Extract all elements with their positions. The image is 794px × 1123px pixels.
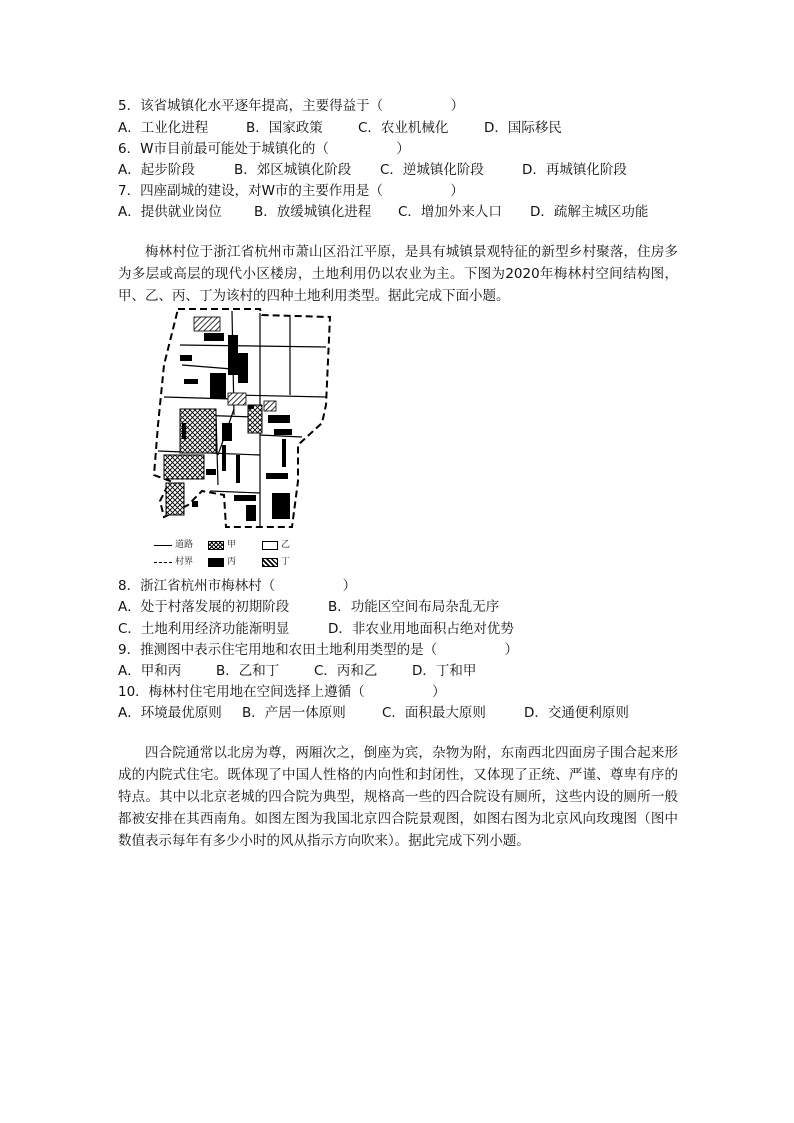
- q9-option-a: A．甲和丙: [118, 663, 182, 679]
- q8-stem: 8．浙江省杭州市梅林村（ ）: [118, 578, 357, 594]
- q6-options: [118, 160, 678, 180]
- passage-siheyuan: 四合院通常以北房为尊，两厢次之，倒座为宾，杂物为附，东南西北四面房子围合起来形成的内院式住宅。既体现了中国人性格的内向性和封闭性，又体现了正统、严谨、尊卑有序的特点。其中以北京老城的四合院为典型，规格高一些的四合院设有厕所，这些内设的厕所一般都被安排在其西南角。如图左图为我国北京四合院景观图，如图右图为北京风向玫瑰图（图中数值表示每年有多少小时的风从指示方向吹来）。据此完成下列小题。: [118, 745, 678, 849]
- q6-option-d: D．再城镇化阶段: [522, 162, 627, 178]
- map-legend: [150, 539, 350, 573]
- q8-option-c: C．土地利用经济功能渐明显: [118, 621, 290, 637]
- legend-road-label: 道路: [175, 540, 194, 550]
- land-use-map: [150, 305, 350, 537]
- legend-jia: [208, 539, 236, 551]
- q6-option-a: A．起步阶段: [118, 162, 195, 178]
- road-line-icon: [154, 545, 172, 546]
- q7-option-b: B．放缓城镇化进程: [254, 204, 372, 220]
- cross-hatch-swatch-icon: [208, 541, 224, 550]
- q10-options: [118, 703, 678, 723]
- q5-option-b: B．国家政策: [246, 120, 323, 136]
- q5-option-a: A．工业化进程: [118, 120, 209, 136]
- legend-border-label: 村界: [175, 557, 194, 567]
- q7-options: [118, 202, 678, 222]
- diagonal-hatch-swatch-icon: [262, 558, 278, 567]
- q6-stem: 6．W市目前最可能处于城镇化的（ ）: [118, 141, 410, 157]
- q9-option-b: B．乙和丁: [216, 663, 280, 679]
- q6-option-b: B．郊区城镇化阶段: [234, 162, 352, 178]
- q8-option-b: B．功能区空间布局杂乱无序: [328, 599, 500, 615]
- q5-options: [118, 118, 678, 138]
- q9-option-d: D．丁和甲: [412, 663, 477, 679]
- q10-stem: 10．梅林村住宅用地在空间选择上遵循（ ）: [118, 684, 446, 700]
- q8-option-d: D．非农业用地面积占绝对优势: [328, 621, 514, 637]
- legend-bing: [208, 556, 236, 568]
- q8-option-a: A．处于村落发展的初期阶段: [118, 599, 290, 615]
- q7-stem: 7．四座副城的建设，对W市的主要作用是（ ）: [118, 183, 464, 199]
- q9-stem: 9．推测图中表示住宅用地和农田土地利用类型的是（ ）: [118, 642, 519, 658]
- legend-border: [154, 556, 193, 568]
- q5-option-d: D．国际移民: [484, 120, 562, 136]
- dashed-line-icon: [154, 562, 172, 563]
- q9-option-c: C．丙和乙: [314, 663, 378, 679]
- q7-option-d: D．疏解主城区功能: [530, 204, 649, 220]
- q5-stem: 5．该省城镇化水平逐年提高，主要得益于（ ）: [118, 98, 465, 114]
- passage-meilin-village: 梅林村位于浙江省杭州市萧山区沿江平原，是具有城镇景观特征的新型乡村聚落，住房多为多层或高层的现代小区楼房，土地利用仍以农业为主。下图为2020年梅林村空间结构图，甲、乙、丙、丁为该村的四种土地利用类型。据此完成下面小题。: [118, 244, 678, 304]
- legend-yi-label: 乙: [281, 540, 291, 550]
- q7-option-c: C．增加外来人口: [398, 204, 502, 220]
- legend-bing-label: 丙: [227, 557, 237, 567]
- q10-option-b: B．产居一体原则: [242, 705, 346, 721]
- q7-option-a: A．提供就业岗位: [118, 204, 222, 220]
- legend-road: [154, 539, 193, 551]
- legend-ding-label: 丁: [281, 557, 291, 567]
- q9-options: [118, 661, 678, 681]
- meilin-village-map: [150, 305, 350, 575]
- q10-option-d: D．交通便利原则: [524, 705, 629, 721]
- q8-options-row2: [118, 619, 678, 639]
- q6-option-c: C．逆城镇化阶段: [380, 162, 484, 178]
- q8-options: [118, 597, 678, 617]
- q10-option-c: C．面积最大原则: [382, 705, 486, 721]
- legend-yi: [262, 539, 290, 551]
- blank-swatch-icon: [262, 541, 278, 550]
- q10-option-a: A．环境最优原则: [118, 705, 222, 721]
- black-swatch-icon: [208, 558, 224, 567]
- q5-option-c: C．农业机械化: [358, 120, 449, 136]
- legend-jia-label: 甲: [227, 540, 237, 550]
- legend-ding: [262, 556, 290, 568]
